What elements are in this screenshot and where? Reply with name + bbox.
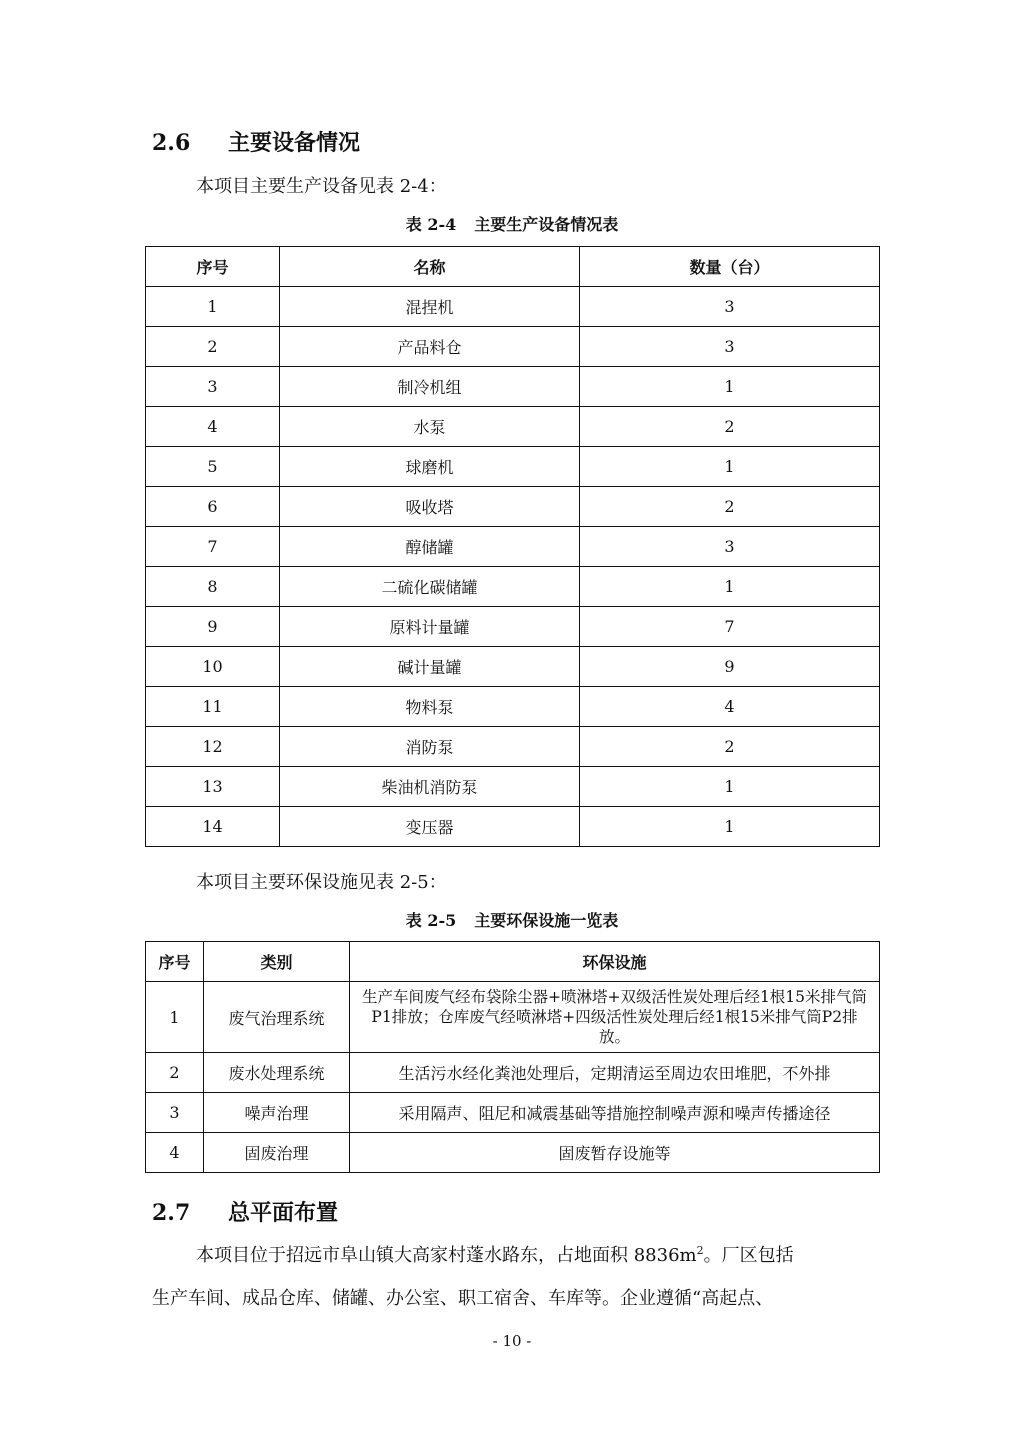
table-cell: 7 [146,527,280,567]
section-heading-2-7 [152,1196,338,1227]
table-row [146,607,880,647]
table-cell: 4 [580,687,880,727]
section-heading-2-6 [152,126,360,157]
table-cell: 1 [146,287,280,327]
table-row [146,527,880,567]
table-cell: 1 [580,567,880,607]
header-cell: 环保设施 [350,942,880,982]
table-cell: 生活污水经化粪池处理后，定期清运至周边农田堆肥，不外排 [350,1053,880,1093]
table-row [146,1053,880,1093]
header-cell: 序号 [146,247,280,287]
table-row [146,287,880,327]
table-cell: 消防泵 [280,727,580,767]
environmental-facilities-table [145,941,880,1173]
table-cell: 9 [580,647,880,687]
table-cell: 3 [580,287,880,327]
table-cell: 制冷机组 [280,367,580,407]
table-row [146,982,880,1053]
table-cell: 2 [580,407,880,447]
table-cell: 13 [146,767,280,807]
table-header-row [146,942,880,982]
page-number: - 10 - [492,1332,532,1350]
table-cell: 物料泵 [280,687,580,727]
table-cell: 1 [146,982,204,1053]
table-cell: 10 [146,647,280,687]
table-cell: 固废治理 [204,1133,350,1173]
table-cell: 原料计量罐 [280,607,580,647]
table-cell: 3 [580,327,880,367]
table-row [146,567,880,607]
table-cell: 2 [146,327,280,367]
caption-number: 表 2-4 [405,215,457,234]
header-cell: 类别 [204,942,350,982]
table-row [146,1093,880,1133]
table-row [146,767,880,807]
header-cell: 序号 [146,942,204,982]
table-cell: 11 [146,687,280,727]
table-cell: 醇储罐 [280,527,580,567]
table-cell: 4 [146,407,280,447]
table-cell: 固废暂存设施等 [350,1133,880,1173]
section-number: 2.7 [152,1200,191,1226]
table-cell: 球磨机 [280,447,580,487]
table-cell: 噪声治理 [204,1093,350,1133]
table-row [146,807,880,847]
table-cell: 1 [580,367,880,407]
paragraph-line: 生产车间、成品仓库、储罐、办公室、职工宿舍、车库等。企业遵循“高起点、 [152,1288,774,1309]
equipment-table [145,246,880,847]
table-cell: 碱计量罐 [280,647,580,687]
table-row [146,1133,880,1173]
table-caption-2-4 [145,212,879,235]
paragraph-text: 。厂区包括 [703,1245,794,1266]
table-cell: 采用隔声、阻尼和减震基础等措施控制噪声源和噪声传播途径 [350,1093,880,1133]
section-title: 主要设备情况 [228,130,361,156]
intro-paragraph-2-5: 本项目主要环保设施见表 2-5： [196,872,447,893]
header-cell: 名称 [280,247,580,287]
table-cell: 6 [146,487,280,527]
table-cell: 3 [580,527,880,567]
table-cell: 4 [146,1133,204,1173]
section-title: 总平面布置 [228,1200,339,1226]
table-cell: 生产车间废气经布袋除尘器+喷淋塔+双级活性炭处理后经1根15米排气筒P1排放；仓库废气经喷淋塔+四级活性炭处理后经1根15米排气筒P2排放。 [350,982,880,1053]
paragraph-text: 本项目位于招远市阜山镇大高家村蓬水路东，占地面积 8836m [196,1245,697,1266]
table-cell: 3 [146,367,280,407]
caption-number: 表 2-5 [405,911,457,930]
table-row [146,327,880,367]
table-row [146,727,880,767]
header-cell: 数量（台） [580,247,880,287]
table-caption-2-5 [145,908,879,931]
table-cell: 5 [146,447,280,487]
table-row [146,487,880,527]
table-cell: 1 [580,807,880,847]
table-cell: 2 [580,487,880,527]
table-cell: 废气治理系统 [204,982,350,1053]
table-cell: 变压器 [280,807,580,847]
table-cell: 混捏机 [280,287,580,327]
table-row [146,367,880,407]
table-cell: 9 [146,607,280,647]
table-cell: 12 [146,727,280,767]
table-cell: 8 [146,567,280,607]
table-cell: 二硫化碳储罐 [280,567,580,607]
paragraph-line [196,1241,794,1267]
table-header-row [146,247,880,287]
table-row [146,407,880,447]
table-row [146,447,880,487]
table-cell: 3 [146,1093,204,1133]
table-cell: 2 [580,727,880,767]
table-cell: 吸收塔 [280,487,580,527]
superscript: 2 [696,1244,704,1257]
table-row [146,647,880,687]
table-cell: 1 [580,767,880,807]
table-cell: 水泵 [280,407,580,447]
table-cell: 柴油机消防泵 [280,767,580,807]
table-row [146,687,880,727]
section-number: 2.6 [152,130,191,156]
intro-paragraph-2-4: 本项目主要生产设备见表 2-4： [196,176,447,197]
table-cell: 废水处理系统 [204,1053,350,1093]
table-cell: 2 [146,1053,204,1093]
caption-title: 主要环保设施一览表 [474,911,619,930]
table-cell: 14 [146,807,280,847]
table-cell: 7 [580,607,880,647]
table-cell: 1 [580,447,880,487]
table-cell: 产品料仓 [280,327,580,367]
caption-title: 主要生产设备情况表 [474,215,619,234]
